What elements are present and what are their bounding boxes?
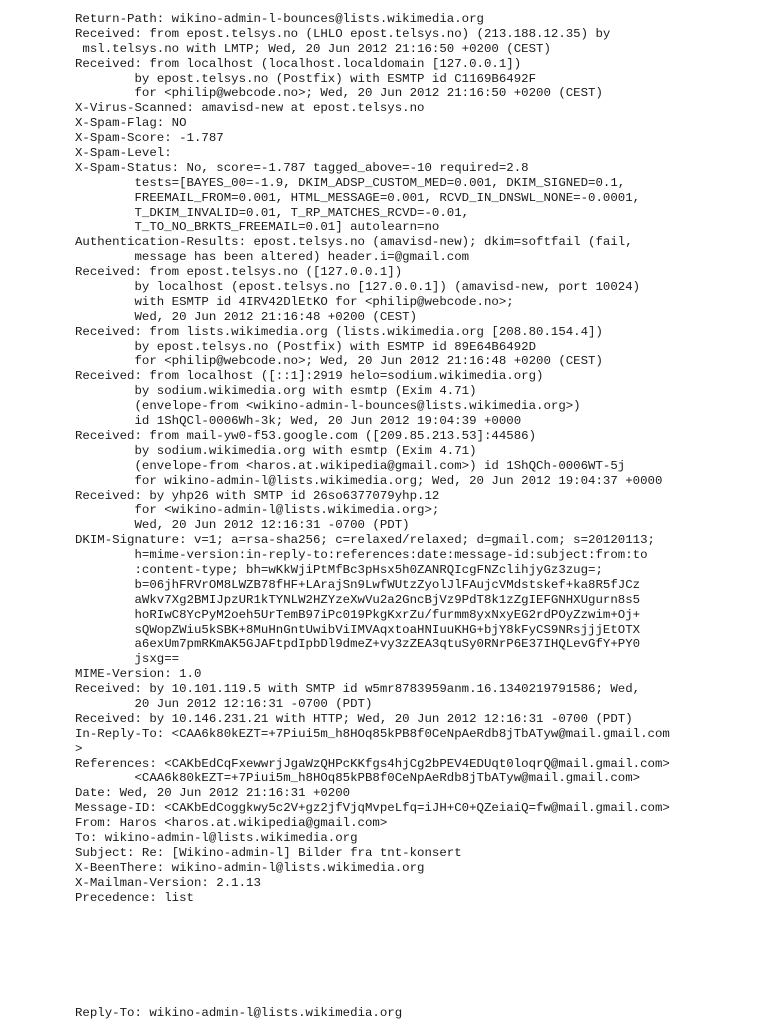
header-line: >: [75, 741, 83, 756]
header-line: Received: from localhost ([::1]:2919 helo=sodium.wikimedia.org): [75, 369, 544, 384]
header-line: Subject: Re: [Wikino-admin-l] Bilder fra tnt-konsert: [75, 845, 462, 860]
header-line: b=06jhFRVrOM8LWZB78fHF+LArajSn9LwfWUtzZyolJlFAujcVMdstskef+ka8R5fJCz: [75, 577, 641, 592]
header-line: Wed, 20 Jun 2012 21:16:48 +0200 (CEST): [75, 309, 418, 324]
header-line: msl.telsys.no with LMTP; Wed, 20 Jun 2012 21:16:50 +0200 (CEST): [75, 41, 551, 56]
header-line: Date: Wed, 20 Jun 2012 21:16:31 +0200: [75, 786, 351, 801]
header-line: message has been altered) header.i=@gmail.com: [75, 250, 470, 265]
header-line: T_DKIM_INVALID=0.01, T_RP_MATCHES_RCVD=-0.01,: [75, 205, 470, 220]
header-line: X-Mailman-Version: 2.1.13: [75, 875, 261, 890]
header-line: From: Haros <haros.at.wikipedia@gmail.com>: [75, 816, 388, 831]
header-line: (envelope-from <haros.at.wikipedia@gmail.com>) id 1ShQCh-0006WT-5j: [75, 458, 626, 473]
header-line: for <philip@webcode.no>; Wed, 20 Jun 2012 21:16:50 +0200 (CEST): [75, 86, 603, 101]
header-line: Received: from epost.telsys.no (LHLO epost.telsys.no) (213.188.12.35) by: [75, 26, 611, 41]
header-line: aWkv7Xg2BMIJpzUR1kTYNLW2HZYzeXwVu2a2GncBjVz9PdT8k1zZgIEFGNHXUgurn8s5: [75, 592, 641, 607]
header-line: (envelope-from <wikino-admin-l-bounces@lists.wikimedia.org>): [75, 399, 581, 414]
header-line: X-Spam-Status: No, score=-1.787 tagged_above=-10 required=2.8: [75, 160, 529, 175]
header-line: hoRIwC8YcPyM2oeh5UrTemB97iPc019PkgKxrZu/furmm8yxNxyEG2rdPOyZzwim+Oj+: [75, 607, 641, 622]
header-line: Return-Path: wikino-admin-l-bounces@lists.wikimedia.org: [75, 12, 484, 26]
header-line: :content-type; bh=wKkWjiPtMfBc3pHsx5h0ZANRQIcgFNZclihjyGz3zug=;: [75, 562, 603, 577]
header-line: References: <CAKbEdCqFxewwrjJgaWzQHPcKKfgs4hjCg2bPEV4EDUqt0loqrQ@mail.gmail.com>: [75, 756, 670, 771]
header-line: X-Spam-Level:: [75, 146, 172, 161]
header-line: Received: from lists.wikimedia.org (lists.wikimedia.org [208.80.154.4]): [75, 324, 603, 339]
header-line: MIME-Version: 1.0: [75, 667, 202, 682]
header-line: a6exUm7pmRKmAK5GJAFtpdIpbDl9dmeZ+vy3zZEA3qtuSy0RNrP6E37IHQLevGfY+PY0: [75, 637, 641, 652]
header-line: for <wikino-admin-l@lists.wikimedia.org>;: [75, 503, 440, 518]
header-line: Wed, 20 Jun 2012 12:16:31 -0700 (PDT): [75, 518, 410, 533]
reply-to-header: Reply-To: wikino-admin-l@lists.wikimedia.org: [75, 1006, 403, 1020]
header-line: id 1ShQCl-0006Wh-3k; Wed, 20 Jun 2012 19:04:39 +0000: [75, 414, 522, 429]
header-line: X-Virus-Scanned: amavisd-new at epost.telsys.no: [75, 101, 425, 116]
header-line: by sodium.wikimedia.org with esmtp (Exim 4.71): [75, 384, 477, 399]
header-line: Received: by 10.101.119.5 with SMTP id w5mr8783959anm.16.1340219791586; Wed,: [75, 682, 641, 697]
header-line: DKIM-Signature: v=1; a=rsa-sha256; c=relaxed/relaxed; d=gmail.com; s=20120113;: [75, 533, 655, 548]
header-line: X-Spam-Score: -1.787: [75, 131, 224, 146]
header-line: FREEMAIL_FROM=0.001, HTML_MESSAGE=0.001, RCVD_IN_DNSWL_NONE=-0.0001,: [75, 190, 641, 205]
header-line: X-BeenThere: wikino-admin-l@lists.wikimedia.org: [75, 860, 425, 875]
header-line: Received: from localhost (localhost.localdomain [127.0.0.1]): [75, 56, 522, 71]
header-line: Received: from epost.telsys.no ([127.0.0.1]): [75, 265, 403, 280]
header-line: by sodium.wikimedia.org with esmtp (Exim 4.71): [75, 443, 477, 458]
header-line: for <philip@webcode.no>; Wed, 20 Jun 2012 21:16:48 +0200 (CEST): [75, 354, 603, 369]
header-line: T_TO_NO_BRKTS_FREEMAIL=0.01] autolearn=no: [75, 220, 440, 235]
header-line: by localhost (epost.telsys.no [127.0.0.1]) (amavisd-new, port 10024): [75, 280, 641, 295]
header-line: Message-ID: <CAKbEdCoggkwy5c2V+gz2jfVjqMvpeLfq=iJH+C0+QZeiaiQ=fw@mail.gmail.com>: [75, 801, 670, 816]
header-line: <CAA6k80kEZT=+7Piui5m_h8HOq85kPB8f0CeNpAeRdb8jTbATyw@mail.gmail.com>: [75, 771, 641, 786]
header-line: In-Reply-To: <CAA6k80kEZT=+7Piui5m_h8HOq85kPB8f0CeNpAeRdb8jTbATyw@mail.gmail.com: [75, 726, 670, 741]
header-line: tests=[BAYES_00=-1.9, DKIM_ADSP_CUSTOM_MED=0.001, DKIM_SIGNED=0.1,: [75, 175, 626, 190]
header-line: Authentication-Results: epost.telsys.no (amavisd-new); dkim=softfail (fail,: [75, 235, 633, 250]
header-line: Received: from mail-yw0-f53.google.com ([209.85.213.53]:44586): [75, 428, 537, 443]
header-line: 20 Jun 2012 12:16:31 -0700 (PDT): [75, 696, 373, 711]
header-line: by epost.telsys.no (Postfix) with ESMTP id C1169B6492F: [75, 71, 537, 86]
header-line: jsxg==: [75, 652, 180, 667]
header-line: Precedence: list: [75, 890, 194, 905]
header-line: with ESMTP id 4IRV42DlEtKO for <philip@webcode.no>;: [75, 294, 514, 309]
header-line: sQWopZWiu5kSBK+8MuHnGntUwibViIMVAqxtoaHNIuuKHG+bjY8kFyCS9NRsjjjEtOTX: [75, 622, 641, 637]
email-header-block: [75, 12, 765, 905]
header-line: for wikino-admin-l@lists.wikimedia.org; Wed, 20 Jun 2012 19:04:37 +0000: [75, 473, 663, 488]
header-line: h=mime-version:in-reply-to:references:date:message-id:subject:from:to: [75, 548, 648, 563]
header-line: Received: by yhp26 with SMTP id 26so6377079yhp.12: [75, 488, 440, 503]
header-line: Received: by 10.146.231.21 with HTTP; Wed, 20 Jun 2012 12:16:31 -0700 (PDT): [75, 711, 633, 726]
header-line: To: wikino-admin-l@lists.wikimedia.org: [75, 830, 358, 845]
header-line: X-Spam-Flag: NO: [75, 116, 187, 131]
header-line: by epost.telsys.no (Postfix) with ESMTP id 89E64B6492D: [75, 339, 537, 354]
